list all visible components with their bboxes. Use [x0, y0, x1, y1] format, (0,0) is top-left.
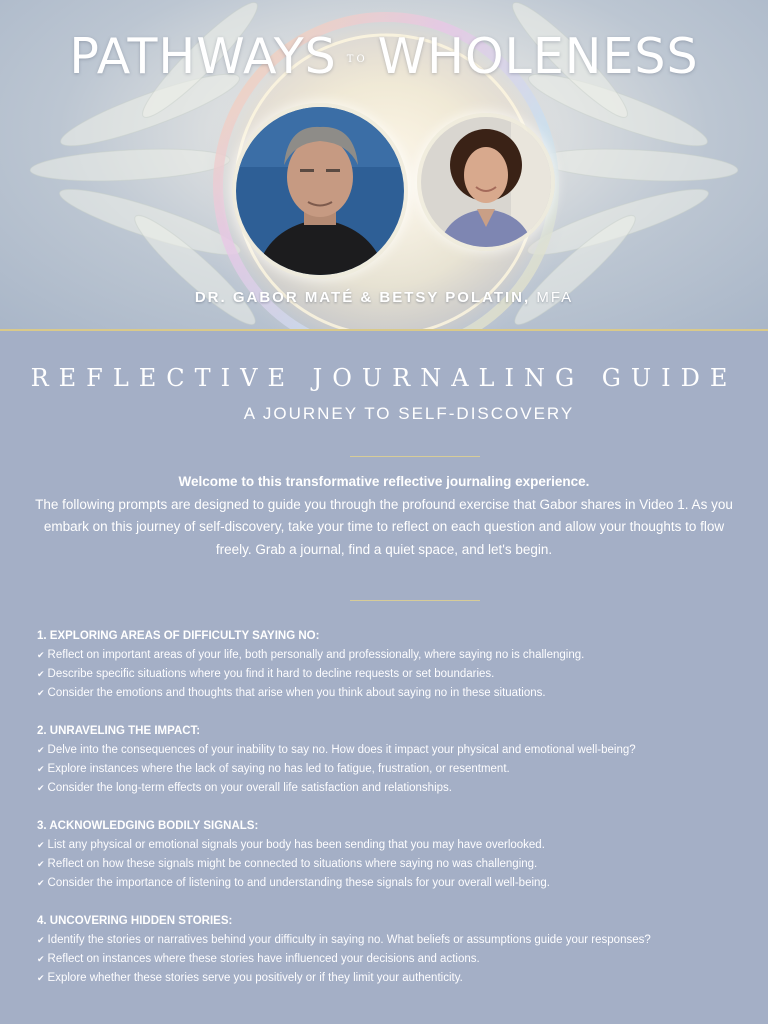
- prompt-sections: [37, 627, 757, 1007]
- check-icon: ✔: [37, 783, 45, 793]
- title-pathways: PATHWAYS: [69, 28, 337, 85]
- section-hidden-stories: [37, 912, 757, 988]
- program-title: [0, 28, 768, 85]
- check-icon: ✔: [37, 859, 45, 869]
- prompt-item: [37, 950, 757, 969]
- check-icon: ✔: [37, 745, 45, 755]
- hosts-names: DR. GABOR MATÉ & BETSY POLATIN,: [194, 289, 531, 306]
- guide-subtitle: A JOURNEY TO SELF-DISCOVERY: [243, 404, 575, 423]
- prompt-text: List any physical or emotional signals your body has been sending that you may have overlooked.: [47, 839, 545, 851]
- check-icon: ✔: [37, 764, 45, 774]
- prompt-text: Reflect on instances where these stories have influenced your decisions and actions.: [47, 953, 480, 965]
- prompt-text: Identify the stories or narratives behind your difficulty in saying no. What beliefs or assumptions guide your responses?: [47, 934, 651, 946]
- check-icon: ✔: [37, 954, 45, 964]
- prompt-item: [37, 779, 757, 798]
- prompt-item: [37, 855, 757, 874]
- intro-body: The following prompts are designed to guide you through the profound exercise that Gabor shares in Video 1. As you embark on this journey of self-discovery, take your time to reflect on each question and allow your thoughts to flow freely. Grab a journal, find a quiet space, and let's begin.: [35, 496, 733, 557]
- prompt-text: Explore instances where the lack of saying no has led to fatigue, frustration, or resentment.: [47, 763, 510, 775]
- check-icon: ✔: [37, 973, 45, 983]
- section-unraveling-impact: [37, 722, 757, 798]
- section-title: 1. EXPLORING AREAS OF DIFFICULTY SAYING NO:: [37, 630, 320, 642]
- section-title: 3. ACKNOWLEDGING BODILY SIGNALS:: [37, 820, 259, 832]
- intro-divider: [350, 600, 480, 601]
- prompt-item: [37, 836, 757, 855]
- prompt-text: Explore whether these stories serve you positively or if they limit your authenticity.: [47, 972, 463, 984]
- hero-banner: [0, 0, 768, 330]
- prompt-item: [37, 741, 757, 760]
- prompt-item: [37, 969, 757, 988]
- hosts-credit: [0, 289, 768, 306]
- title-connector: TO: [346, 54, 368, 65]
- intro-lead: Welcome to this transformative reflective journaling experience.: [178, 474, 590, 489]
- prompt-item: [37, 665, 757, 684]
- check-icon: ✔: [37, 650, 45, 660]
- prompt-text: Consider the emotions and thoughts that arise when you think about saying no in these situations.: [47, 687, 546, 699]
- portrait-gabor-mate: [232, 103, 408, 279]
- prompt-text: Reflect on how these signals might be connected to situations where saying no was challenging.: [47, 858, 538, 870]
- prompt-text: Describe specific situations where you find it hard to decline requests or set boundaries.: [47, 668, 495, 680]
- guide-title: REFLECTIVE JOURNALING GUIDE: [30, 364, 738, 392]
- check-icon: ✔: [37, 878, 45, 888]
- prompt-text: Reflect on important areas of your life, both personally and professionally, where saying no is challenging.: [47, 649, 585, 661]
- prompt-text: Delve into the consequences of your inability to say no. How does it impact your physical and emotional well-being?: [47, 744, 636, 756]
- hosts-suffix: MFA: [530, 289, 574, 306]
- title-divider: [350, 456, 480, 457]
- check-icon: ✔: [37, 688, 45, 698]
- prompt-item: [37, 760, 757, 779]
- portrait-man-image: [236, 107, 404, 275]
- section-title: 2. UNRAVELING THE IMPACT:: [37, 725, 201, 737]
- prompt-item: [37, 874, 757, 893]
- title-wholeness: WHOLENESS: [377, 28, 699, 85]
- prompt-text: Consider the long-term effects on your overall life satisfaction and relationships.: [47, 782, 452, 794]
- portrait-woman-image: [421, 117, 551, 247]
- prompt-text: Consider the importance of listening to and understanding these signals for your overall well-being.: [47, 877, 551, 889]
- intro-paragraph: [30, 471, 738, 561]
- prompt-item: [37, 684, 757, 703]
- check-icon: ✔: [37, 669, 45, 679]
- portrait-betsy-polatin: [417, 113, 555, 251]
- prompt-item: [37, 931, 757, 950]
- section-difficulty-saying-no: [37, 627, 757, 703]
- section-bodily-signals: [37, 817, 757, 893]
- check-icon: ✔: [37, 840, 45, 850]
- check-icon: ✔: [37, 935, 45, 945]
- section-title: 4. UNCOVERING HIDDEN STORIES:: [37, 915, 233, 927]
- hero-divider: [0, 329, 768, 331]
- prompt-item: [37, 646, 757, 665]
